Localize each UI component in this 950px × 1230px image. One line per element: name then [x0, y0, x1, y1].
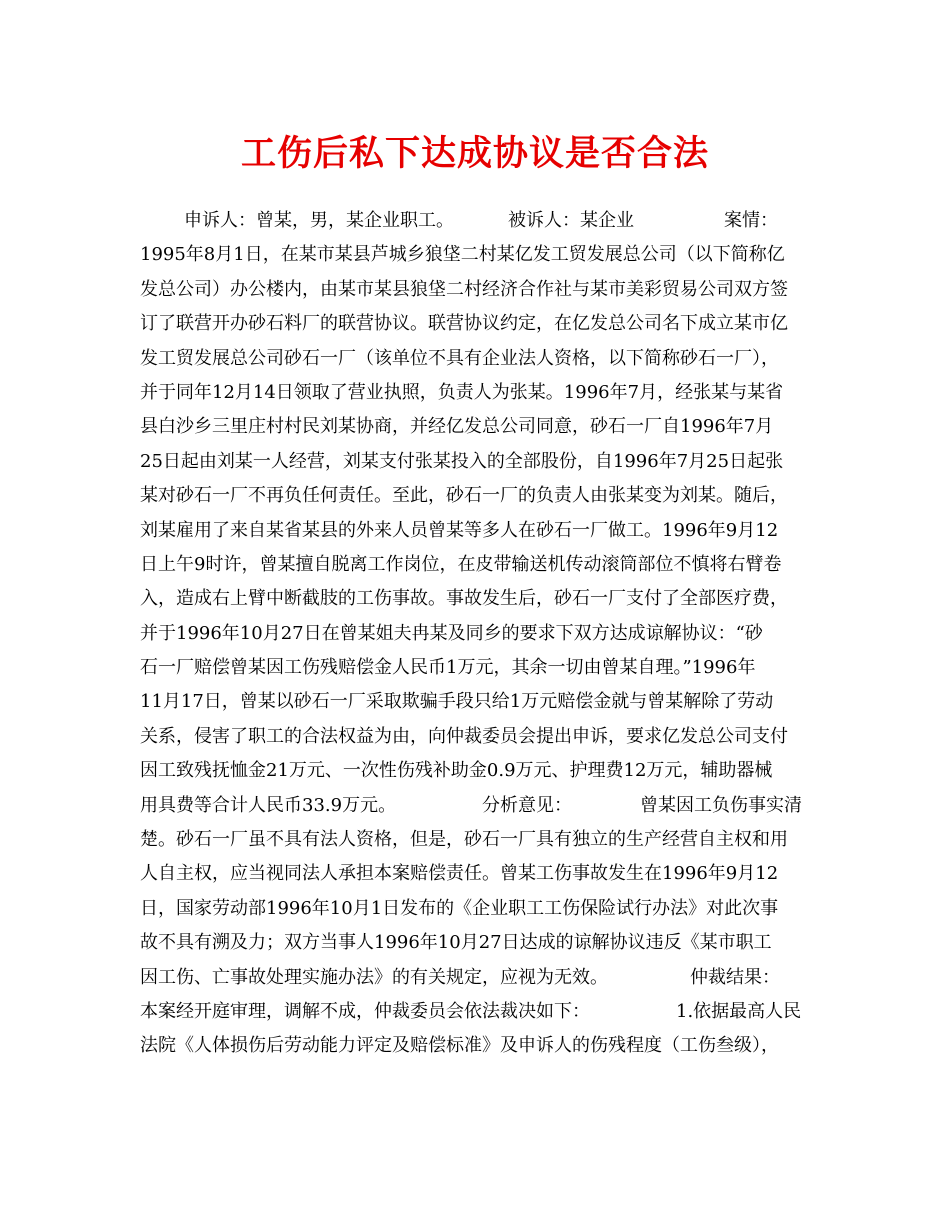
body-line: 人自主权，应当视同法人承担本案赔偿责任。曾某工伤事故发生在1996年9月12 — [140, 863, 779, 885]
document-title: 工伤后私下达成协议是否合法 — [240, 134, 709, 174]
body-line: 石一厂赔偿曾某因工伤残赔偿金人民币1万元，其余一切由曾某自理。”1996年 — [140, 657, 756, 679]
body-line: 日，国家劳动部1996年10月1日发布的《企业职工工伤保险试行办法》对此次事 — [140, 897, 779, 919]
analysis-heading: 分析意见： — [482, 794, 572, 816]
body-line: 11月17日，曾某以砂石一厂采取欺骗手段只给1万元赔偿金就与曾某解除了劳动 — [140, 691, 774, 713]
line-result — [140, 961, 810, 995]
body-line: 故不具有溯及力；双方当事人1996年10月27日达成的谅解协议违反《某市职工 — [140, 932, 772, 954]
line-ruling — [140, 995, 810, 1029]
body-line: 刘某雇用了来自某省某县的外来人员曾某等多人在砂石一厂做工。1996年9月12 — [140, 519, 779, 541]
body-line: 并于1996年10月27日在曾某姐夫冉某及同乡的要求下双方达成谅解协议：“砂 — [140, 622, 763, 644]
body-line: 订了联营开办砂石料厂的联营协议。联营协议约定，在亿发总公司名下成立某市亿 — [140, 313, 788, 335]
body-line: 县白沙乡三里庄村村民刘某协商，并经亿发总公司同意，砂石一厂自1996年7月 — [140, 416, 774, 438]
body-line: 并于同年12月14日领取了营业执照，负责人为张某。1996年7月，经张某与某省 — [140, 381, 784, 403]
body-line: 1995年8月1日，在某市某县芦城乡狼垡二村某亿发工贸发展总公司（以下简称亿 — [140, 244, 785, 266]
body-line: 入，造成右上臂中断截肢的工伤事故。事故发生后，砂石一厂支付了全部医疗费， — [140, 588, 788, 610]
body-line: 关系，侵害了职工的合法权益为由，向仲裁委员会提出申诉，要求亿发总公司支付 — [140, 725, 788, 747]
ruling-item: 1.依据最高人民 — [676, 1000, 802, 1022]
respondent-info: 被诉人：某企业 — [508, 210, 634, 231]
body-text-segment: 曾某因工负伤事实清 — [640, 794, 802, 816]
body-line: 楚。砂石一厂虽不具有法人资格，但是，砂石一厂具有独立的生产经营自主权和用 — [140, 829, 788, 851]
body-line: 日上午9时许，曾某擅自脱离工作岗位，在皮带输送机传动滚筒部位不慎将右臂卷 — [140, 553, 782, 575]
result-heading: 仲裁结果： — [690, 966, 780, 988]
body-text-segment: 因工伤、亡事故处理实施办法》的有关规定，应视为无效。 — [140, 966, 608, 988]
body-line: 25日起由刘某一人经营，刘某支付张某投入的全部股份，自1996年7月25日起张 — [140, 450, 784, 472]
case-heading: 案情： — [724, 210, 778, 231]
appellant-info: 申诉人：曾某，男，某企业职工。 — [184, 210, 454, 231]
body-line: 法院《人体损伤后劳动能力评定及赔偿标准》及申诉人的伤残程度（工伤叁级）， — [140, 1035, 779, 1057]
body-line: 发总公司）办公楼内，由某市某县狼垡二村经济合作社与某市美彩贸易公司双方签 — [140, 278, 788, 300]
line-analysis — [140, 789, 810, 823]
body-line: 因工致残抚恤金21万元、一次性伤残补助金0.9万元、护理费12万元，辅助器械 — [140, 760, 773, 782]
body-text-segment: 用具费等合计人民币33.9万元。 — [140, 794, 397, 816]
document-body — [140, 204, 810, 1064]
body-line: 发工贸发展总公司砂石一厂（该单位不具有企业法人资格，以下简称砂石一厂）， — [140, 347, 779, 369]
body-text-segment: 本案经开庭审理，调解不成，仲裁委员会依法裁决如下： — [140, 1000, 590, 1022]
body-line: 某对砂石一厂不再负任何责任。至此，砂石一厂的负责人由张某变为刘某。随后， — [140, 485, 788, 507]
line-1 — [140, 204, 810, 238]
